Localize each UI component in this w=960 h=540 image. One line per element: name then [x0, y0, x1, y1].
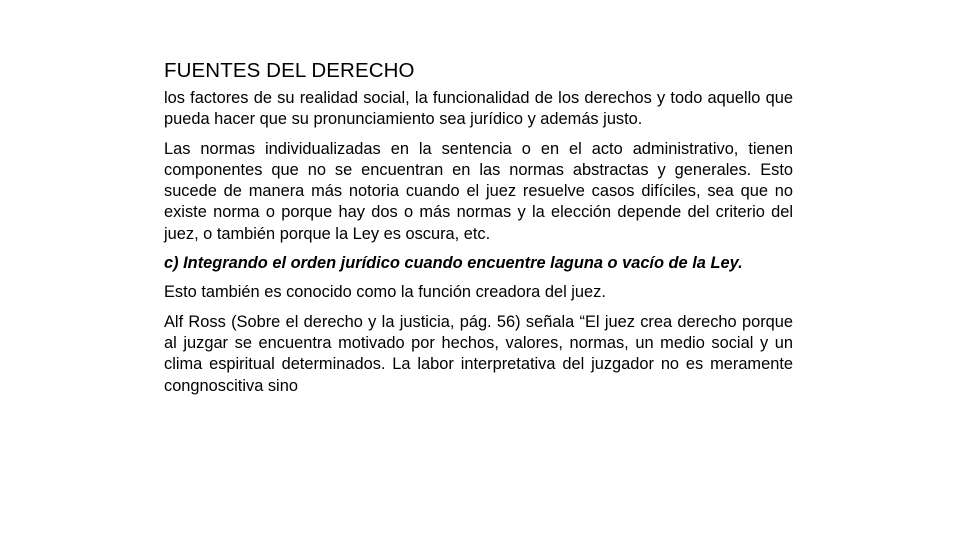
paragraph-funcion-creadora: Esto también es conocido como la función creadora del juez.: [164, 283, 606, 302]
page-title: FUENTES DEL DERECHO: [164, 59, 415, 82]
slide-content: [164, 58, 793, 405]
paragraph-normas-individualizadas: Las normas individualizadas en la sentencia o en el acto administrativo, tienen componentes que no se encuentran en las normas abstractas y generales. Esto sucede de manera más notoria cuando el juez resuelve casos difíciles, sea que no existe norma o porque hay dos o más normas y la elección depende del criterio del juez, o también porque la Ley es oscura, etc.: [164, 139, 793, 243]
paragraph-factores: los factores de su realidad social, la funcionalidad de los derechos y todo aquello que pueda hacer que su pronunciamiento sea jurídico y además justo.: [164, 89, 793, 129]
paragraph-integrando-orden: c) Integrando el orden jurídico cuando encuentre laguna o vacío de la Ley.: [164, 254, 743, 273]
paragraph-alf-ross: Alf Ross (Sobre el derecho y la justicia, pág. 56) señala “El juez crea derecho porque al juzgar se encuentra motivado por hechos, valores, normas, un medio social y un clima espiritual determinados. La labor interpretativa del juzgador no es meramente congnoscitiva sino: [164, 312, 793, 395]
